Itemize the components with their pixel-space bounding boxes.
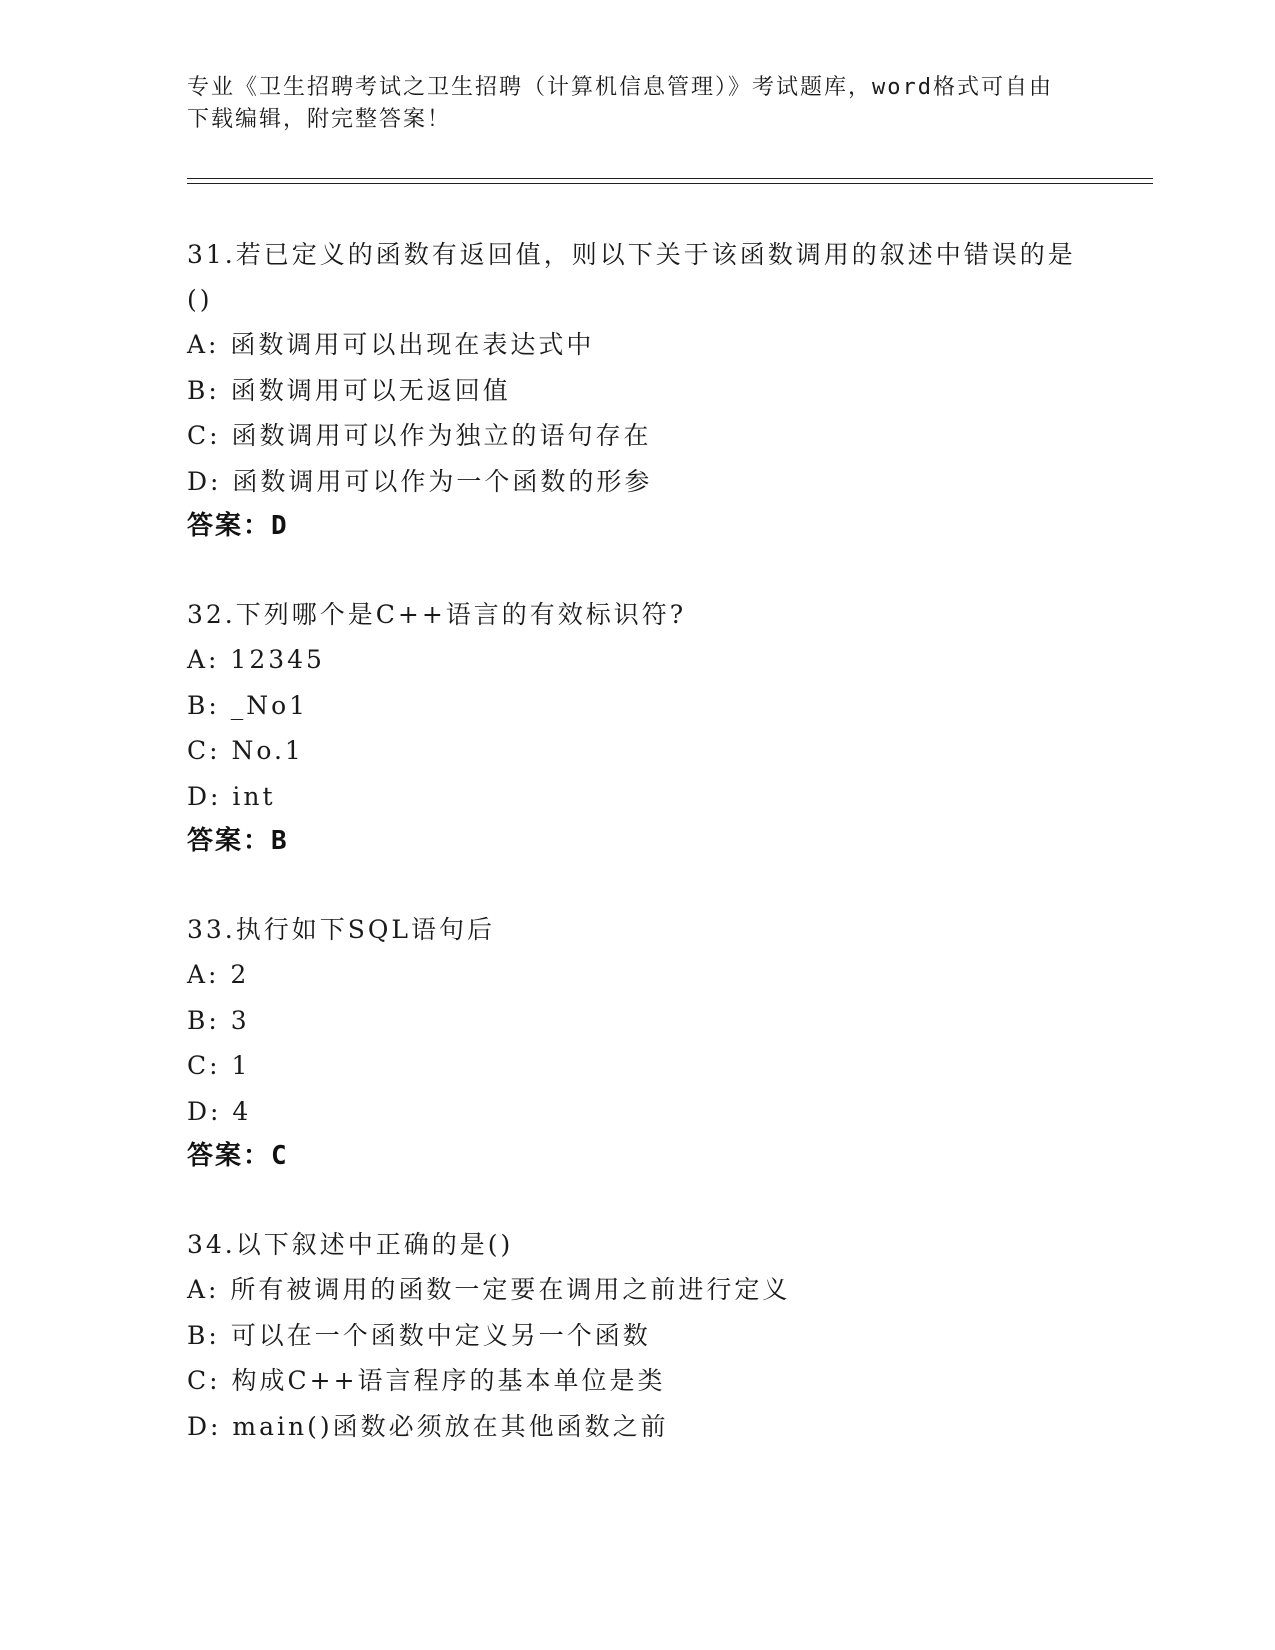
option-d: D: 4 bbox=[187, 1096, 252, 1126]
question-31 bbox=[187, 232, 1087, 548]
option-d: D: int bbox=[187, 781, 276, 811]
option-a: A: 12345 bbox=[187, 645, 325, 674]
question-list bbox=[187, 232, 1087, 1449]
question-spacer bbox=[187, 863, 1087, 907]
option-a: A: 函数调用可以出现在表达式中 bbox=[187, 330, 595, 359]
option-c: C: 构成C++语言程序的基本单位是类 bbox=[187, 1366, 666, 1395]
question-spacer bbox=[187, 548, 1087, 592]
question-stem: 31.若已定义的函数有返回值，则以下关于该函数调用的叙述中错误的是() bbox=[187, 240, 1076, 314]
header-description: 专业《卫生招聘考试之卫生招聘（计算机信息管理）》考试题库，word格式可自由下载编辑，附完整答案！ bbox=[187, 75, 1053, 132]
question-spacer bbox=[187, 1178, 1087, 1222]
option-a: A: 所有被调用的函数一定要在调用之前进行定义 bbox=[187, 1275, 791, 1304]
question-stem: 34.以下叙述中正确的是() bbox=[187, 1230, 514, 1259]
option-b: B: 3 bbox=[187, 1005, 250, 1035]
option-b: B: _No1 bbox=[187, 690, 309, 720]
question-32 bbox=[187, 592, 1087, 863]
question-33 bbox=[187, 907, 1087, 1178]
question-stem: 32.下列哪个是C++语言的有效标识符? bbox=[187, 600, 687, 629]
header-rule-bottom bbox=[187, 183, 1153, 184]
option-b: B: 可以在一个函数中定义另一个函数 bbox=[187, 1320, 651, 1350]
option-c: C: 函数调用可以作为独立的语句存在 bbox=[187, 421, 652, 450]
option-b: B: 函数调用可以无返回值 bbox=[187, 375, 511, 405]
question-stem: 33.执行如下SQL语句后 bbox=[187, 915, 495, 944]
option-c: C: No.1 bbox=[187, 736, 304, 765]
option-d: D: main()函数必须放在其他函数之前 bbox=[187, 1411, 669, 1441]
option-c: C: 1 bbox=[187, 1051, 251, 1080]
option-a: A: 2 bbox=[187, 960, 250, 989]
answer-label: 答案：B bbox=[187, 826, 289, 856]
header-rule-top bbox=[187, 178, 1153, 179]
answer-label: 答案：D bbox=[187, 511, 289, 541]
option-d: D: 函数调用可以作为一个函数的形参 bbox=[187, 466, 653, 496]
answer-label: 答案：C bbox=[187, 1141, 289, 1171]
question-34 bbox=[187, 1222, 1087, 1449]
